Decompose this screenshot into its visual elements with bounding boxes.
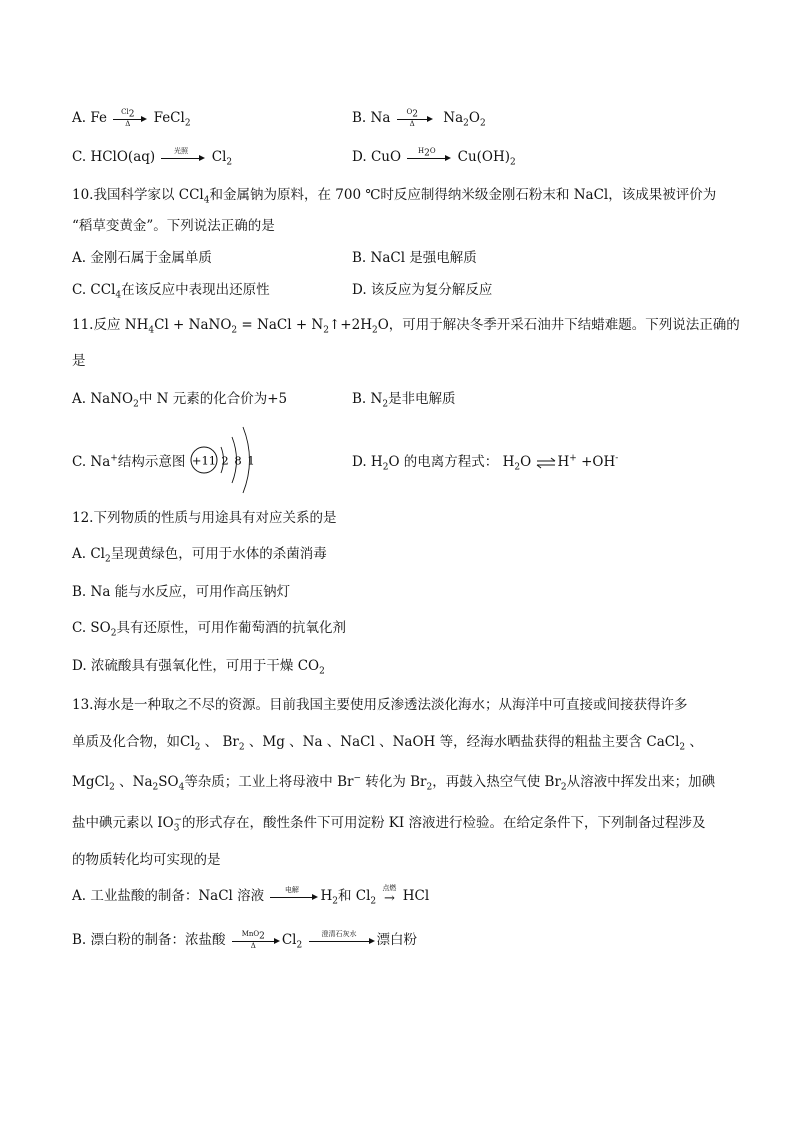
text: O 的电离方程式： bbox=[388, 454, 499, 470]
q12-option-a bbox=[72, 544, 327, 564]
product-sub: 2 bbox=[463, 118, 469, 129]
arrow-condition-sub: 2 bbox=[259, 930, 265, 941]
arrow-condition-sub: 2 bbox=[412, 108, 418, 119]
reactant: Fe bbox=[90, 110, 107, 126]
q11-stem-line1 bbox=[72, 315, 740, 335]
text: 具有还原性，可用作葡萄酒的抗氧化剂 bbox=[116, 620, 346, 636]
q10-option-d: D. 该反应为复分解反应 bbox=[352, 282, 493, 298]
q9-option-b bbox=[352, 108, 486, 129]
text: 结构示意图 bbox=[117, 454, 186, 470]
reaction-arrow bbox=[397, 109, 433, 129]
product: Cu(OH) bbox=[457, 149, 511, 165]
subscript: 2 bbox=[382, 462, 389, 473]
text: Cl bbox=[180, 734, 195, 750]
q13-option-b bbox=[72, 930, 417, 951]
eq-sub: 2 bbox=[371, 325, 378, 336]
text: 呈现黄绿色，可用于水体的杀菌消毒 bbox=[110, 546, 327, 562]
arrow-condition-sub: 2 bbox=[424, 147, 430, 158]
subscript: 2 bbox=[133, 399, 139, 410]
q13-stem-line2 bbox=[72, 732, 703, 752]
eq-sup: + bbox=[569, 453, 577, 464]
q11-option-d bbox=[352, 452, 618, 472]
text: 转化为 Br bbox=[361, 774, 427, 790]
q10-stem-line2: “稻草变黄金”。下列说法正确的是 bbox=[72, 218, 275, 234]
text: 和 Cl bbox=[337, 888, 371, 904]
superscript: − bbox=[353, 773, 362, 784]
q11-option-b bbox=[352, 389, 456, 409]
text: 11.反应 bbox=[72, 317, 121, 333]
text: ，再鼓入热空气使 Br bbox=[432, 774, 561, 790]
reaction-arrow bbox=[113, 109, 147, 129]
q10-option-b: B. NaCl 是强电解质 bbox=[352, 250, 477, 266]
text: A. NaNO bbox=[72, 391, 134, 407]
shell-electrons-1: 2 bbox=[221, 453, 229, 468]
arrow-condition: H bbox=[418, 146, 425, 155]
subscript: 2 bbox=[238, 742, 245, 753]
q9-option-c bbox=[72, 147, 232, 168]
eq-part: +OH bbox=[576, 454, 616, 470]
superscript: − bbox=[174, 814, 182, 825]
eq-sub: 4 bbox=[148, 325, 155, 336]
subscript: 2 bbox=[426, 782, 433, 793]
text: 、 bbox=[685, 734, 703, 750]
q10-stem-line1 bbox=[72, 185, 716, 205]
subscript: 2 bbox=[382, 399, 389, 410]
text: D. H bbox=[352, 454, 383, 470]
text: 等杂质；工业上将母液中 Br bbox=[184, 774, 354, 790]
reactant: HClO(aq) bbox=[90, 149, 156, 165]
arrow-condition: 点燃 bbox=[382, 883, 397, 892]
text: C. CCl bbox=[72, 282, 116, 298]
reactant: CuO bbox=[370, 149, 402, 165]
text: HCl bbox=[402, 888, 430, 904]
product-mid: O bbox=[468, 110, 480, 126]
arrow-heat: Δ bbox=[409, 119, 415, 128]
subscript: 2 bbox=[296, 940, 303, 951]
text: A. 工业盐酸的制备：NaCl 溶液 bbox=[72, 888, 265, 904]
text: B. N bbox=[352, 391, 383, 407]
eq-part: Cl + NaNO bbox=[154, 317, 232, 333]
arrow-condition-tail: O bbox=[429, 146, 436, 155]
subscript: 2 bbox=[104, 554, 111, 565]
eq-part: = NaCl + N bbox=[237, 317, 324, 333]
arrow-condition: Cl bbox=[121, 107, 129, 116]
eq-part: H bbox=[557, 454, 570, 470]
arrow-heat: Δ bbox=[125, 119, 131, 128]
product-sub: 2 bbox=[226, 157, 233, 168]
arrow-condition: 澄清石灰水 bbox=[321, 929, 357, 938]
shell-electrons-2: 8 bbox=[234, 453, 242, 468]
arrow-heat: Δ bbox=[250, 941, 256, 950]
q10-option-a: A. 金刚石属于金属单质 bbox=[72, 250, 212, 266]
reaction-arrow bbox=[270, 887, 318, 907]
q11-equation bbox=[124, 317, 389, 336]
text: 、 Br bbox=[200, 734, 239, 750]
reactant: Na bbox=[370, 110, 391, 126]
text: 10.我国科学家以 CCl bbox=[72, 187, 204, 203]
q10-option-c bbox=[72, 280, 270, 300]
option-letter: B. bbox=[352, 110, 367, 126]
product-sub: 2 bbox=[184, 118, 191, 129]
text: Cl bbox=[281, 932, 297, 948]
superscript: + bbox=[110, 453, 118, 464]
text: SO bbox=[158, 774, 179, 790]
q12-stem: 12.下列物质的性质与用途具有对应关系的是 bbox=[72, 510, 337, 526]
reaction-arrow bbox=[309, 931, 375, 951]
text: H bbox=[320, 888, 333, 904]
text: C. Na bbox=[72, 454, 111, 470]
product-sub: 2 bbox=[479, 118, 486, 129]
nucleus-charge: +11 bbox=[191, 453, 217, 468]
text: 从溶液中挥发出来；加碘 bbox=[566, 774, 716, 790]
reaction-arrow bbox=[161, 148, 205, 168]
text: 中 N 元素的化合价为+5 bbox=[138, 391, 288, 407]
option-letter: D. bbox=[352, 149, 367, 165]
arrow-condition: 电解 bbox=[284, 885, 299, 894]
eq-sub: 2 bbox=[514, 462, 521, 473]
q11-stem-line2: 是 bbox=[72, 353, 86, 369]
text: 、Na bbox=[114, 774, 153, 790]
text: C. SO bbox=[72, 620, 111, 636]
eq-part: H bbox=[502, 454, 515, 470]
option-letter: C. bbox=[72, 149, 87, 165]
arrow-condition-sub: 2 bbox=[128, 108, 135, 119]
subscript: 2 bbox=[560, 782, 567, 793]
product: FeCl bbox=[153, 110, 185, 126]
q12-option-c bbox=[72, 618, 346, 638]
text: 和金属钠为原料，在 700 ℃时反应制得纳米级金刚石粉末和 NaCl，该成果被评价为 bbox=[209, 187, 717, 203]
text: 漂白粉 bbox=[376, 932, 417, 948]
q12-option-b: B. Na 能与水反应，可用作高压钠灯 bbox=[72, 584, 291, 600]
eq-part: O bbox=[377, 317, 389, 333]
q9-option-d bbox=[352, 147, 516, 168]
q13-stem-line3 bbox=[72, 772, 715, 792]
subscript: 4 bbox=[178, 782, 185, 793]
eq-part: O bbox=[520, 454, 532, 470]
reversible-arrow-icon bbox=[536, 457, 556, 469]
subscript: 3 bbox=[173, 823, 180, 834]
q13-option-a bbox=[72, 883, 430, 907]
eq-sup: - bbox=[615, 453, 619, 464]
text: A. Cl bbox=[72, 546, 105, 562]
short-arrow: 点燃 → bbox=[382, 887, 396, 907]
text: 的形式存在，酸性条件下可用淀粉 KI 溶液进行检验。在给定条件下，下列制备过程涉及 bbox=[181, 815, 706, 831]
q13-stem-line5: 的物质转化均可实现的是 bbox=[72, 852, 221, 868]
q13-stem-line4 bbox=[72, 813, 705, 833]
eq-sub: 2 bbox=[231, 325, 238, 336]
text: 在该反应中表现出还原性 bbox=[121, 282, 270, 298]
subscript: 2 bbox=[194, 742, 201, 753]
text: 盐中碘元素以 IO bbox=[72, 815, 174, 831]
q12-option-d bbox=[72, 656, 325, 676]
q13-stem-line1: 13.海水是一种取之不尽的资源。目前我国主要使用反渗透法淡化海水；从海洋中可直接或间接获得许多 bbox=[72, 697, 688, 713]
subscript: 2 bbox=[152, 782, 159, 793]
text: 单质及化合物，如 bbox=[72, 734, 180, 750]
subscript: 2 bbox=[370, 896, 377, 907]
subscript: 2 bbox=[109, 782, 115, 793]
text: MgCl bbox=[72, 774, 110, 790]
reaction-arrow bbox=[232, 931, 280, 951]
eq-sub: 2 bbox=[323, 325, 329, 336]
product: Cl bbox=[211, 149, 227, 165]
text: 是非电解质 bbox=[388, 391, 456, 407]
product: Na bbox=[443, 110, 464, 126]
product-sub: 2 bbox=[510, 157, 516, 168]
subscript: 4 bbox=[203, 195, 210, 206]
option-letter: A. bbox=[72, 110, 87, 126]
arrow-condition: 光照 bbox=[173, 146, 188, 155]
arrow-condition: MnO bbox=[241, 929, 260, 938]
reaction-arrow bbox=[407, 148, 451, 168]
subscript: 2 bbox=[319, 666, 325, 677]
eq-part: NH bbox=[124, 317, 149, 333]
text: D. 浓硫酸具有强氧化性，可用于干燥 CO bbox=[72, 658, 320, 674]
text: 、Mg 、Na 、NaCl 、NaOH 等，经海水晒盐获得的粗盐主要含 CaCl bbox=[244, 734, 680, 750]
q11-option-a bbox=[72, 389, 287, 409]
subscript: 2 bbox=[110, 628, 117, 639]
eq-part: ↑+2H bbox=[328, 317, 372, 333]
shell-electrons-3: 1 bbox=[247, 453, 255, 468]
ionization-equation bbox=[502, 453, 619, 473]
q9-option-a bbox=[72, 108, 191, 129]
text: B. 漂白粉的制备：浓盐酸 bbox=[72, 932, 226, 948]
text: ，可用于解决冬季开采石油井下结蜡难题。下列说法正确的 bbox=[388, 317, 740, 333]
subscript: 4 bbox=[115, 290, 122, 301]
subscript: 2 bbox=[679, 742, 686, 753]
q11-option-c bbox=[72, 452, 185, 472]
sodium-ion-structure-diagram bbox=[188, 420, 268, 500]
arrow-condition: O bbox=[406, 107, 413, 116]
subscript: 2 bbox=[332, 896, 338, 907]
